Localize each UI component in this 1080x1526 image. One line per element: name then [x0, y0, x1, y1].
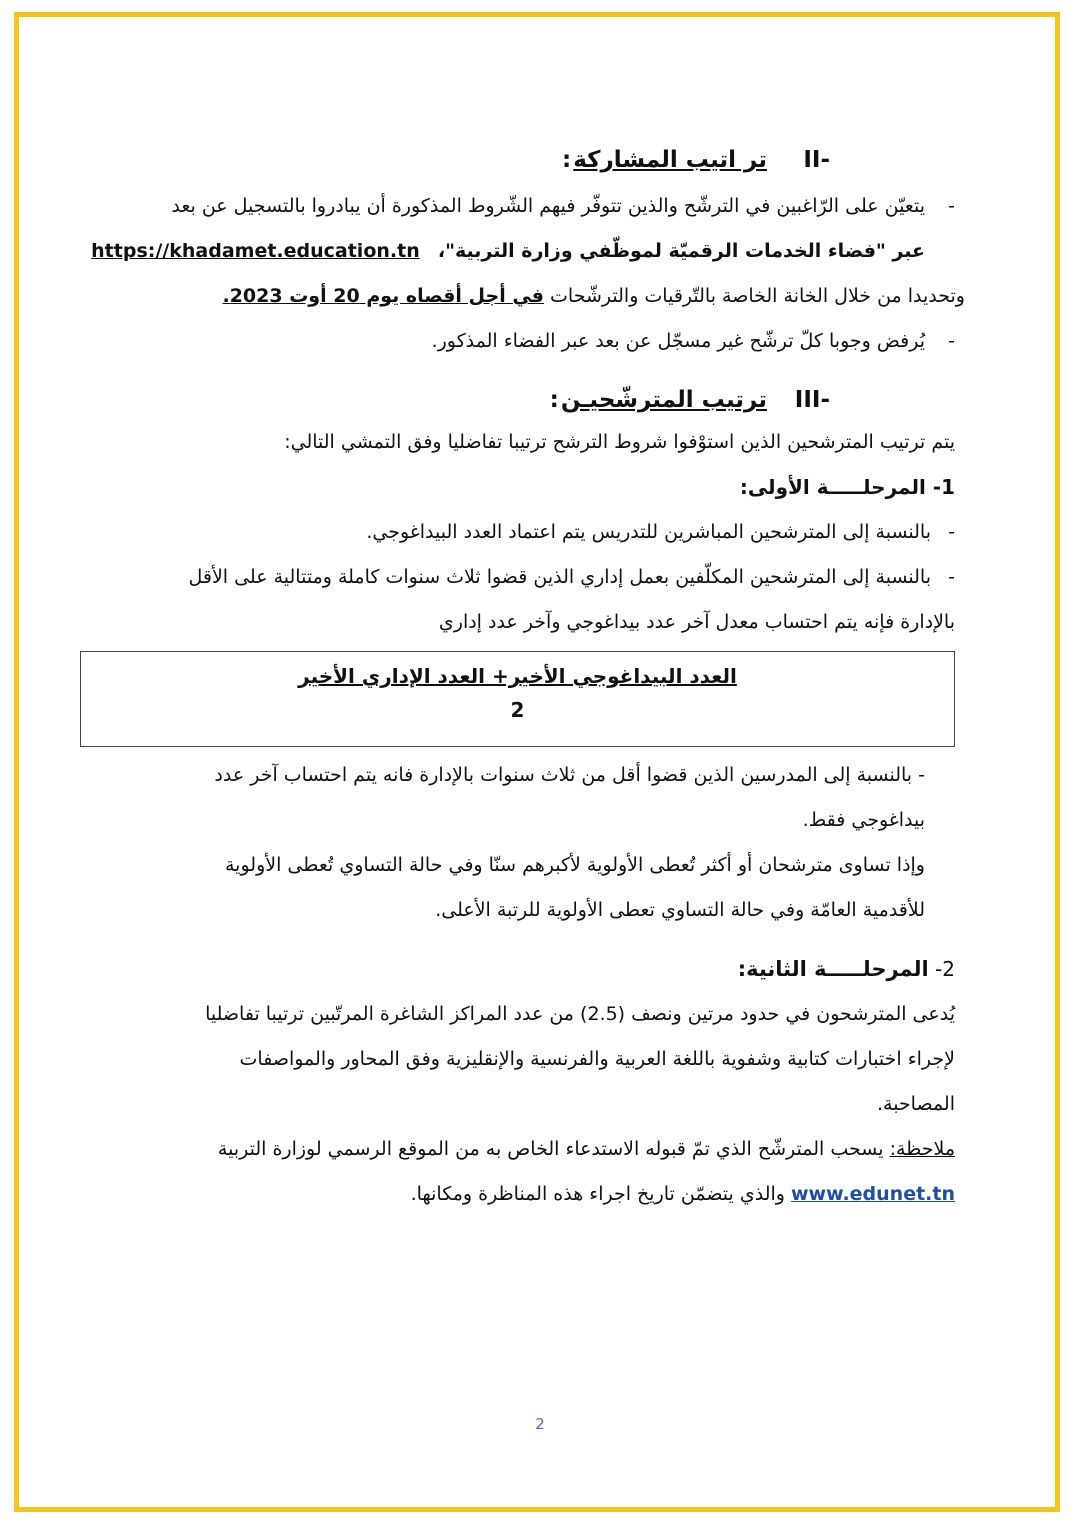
- bullet-1-line-1: يتعيّن على الرّاغبين في الترشّح والذين تتوفّر فيهم الشّروط المذكورة أن يبادروا بالتسجيل عن بعد: [171, 195, 925, 217]
- note-label: ملاحظة:: [889, 1138, 955, 1160]
- section-3-intro: يتم ترتيب المترشحين الذين استوْفوا شروط الترشح ترتيبا تفاضليا وفق التمشي التالي:: [284, 431, 955, 453]
- phase-1-bullet-3-line-2: بيداغوجي فقط.: [802, 809, 925, 831]
- section-3-colon: :: [549, 387, 559, 413]
- note-text: يسحب المترشّح الذي تمّ قبوله الاستدعاء الخاص به من الموقع الرسمي لوزارة التربية: [217, 1138, 884, 1160]
- page-number: 2: [535, 1415, 545, 1433]
- phase-1-bullet-3-line-1: - بالنسبة إلى المدرسين الذين قضوا أقل من ثلاث سنوات بالإدارة فانه يتم احتساب آخر عدد: [214, 764, 925, 786]
- phase-2-line-1: يُدعى المترشحون في حدود مرتين ونصف (2.5) من عدد المراكز الشاغرة المرتّبين ترتيبا تفاضليا: [205, 1003, 955, 1025]
- tie-rule-line-1: وإذا تساوى مترشحان أو أكثر تُعطى الأولوية لأكبرهم سنّا وفي حالة التساوي تُعطى الأولوية: [225, 854, 925, 876]
- note-line-1: [80, 1127, 955, 1172]
- phase-2-title: المرحلـــــة الثانية:: [737, 957, 929, 981]
- note-line-2-rest: والذي يتضمّن تاريخ اجراء هذه المناظرة ومكانها.: [410, 1183, 785, 1205]
- bullet-1-line-2: [80, 229, 925, 274]
- bullet-2-text: يُرفض وجوبا كلّ ترشّح غير مسجّل عن بعد عبر الفضاء المذكور.: [431, 330, 925, 352]
- section-3-heading: [80, 380, 830, 420]
- phase-2-number: 2-: [935, 957, 955, 981]
- section-2-colon: :: [562, 147, 572, 173]
- khadamet-link[interactable]: https://khadamet.education.tn: [91, 240, 420, 262]
- bullet-dash: -: [948, 566, 955, 588]
- phase-2-line-3: المصاحبة.: [876, 1093, 955, 1115]
- phase-2-heading: [80, 947, 955, 992]
- phase-1-bullet-2-line-1: بالنسبة إلى المترشحين المكلّفين بعمل إداري الذين قضوا ثلاث سنوات كاملة ومتتالية على الأقل: [188, 566, 931, 588]
- phase-1-bullet-2: [80, 555, 955, 600]
- bullet-1-line-3-prefix: وتحديدا من خلال الخانة الخاصة بالتّرقيات والترشّحات: [550, 285, 965, 307]
- section-3-number: -III: [794, 387, 830, 413]
- note-line-2: [80, 1172, 955, 1217]
- formula-denominator: 2: [510, 698, 525, 722]
- phase-2-line-2: لإجراء اختبارات كتابية وشفوية باللغة العربية والفرنسية والإنقليزية وفق المحاور والمواصفات: [239, 1048, 955, 1070]
- bullet-dash: -: [948, 330, 955, 352]
- bullet-dash: -: [948, 195, 955, 217]
- phase-1-title: 1- المرحلـــــة الأولى:: [739, 475, 955, 499]
- section-2-heading: [80, 140, 830, 180]
- edunet-link[interactable]: www.edunet.tn: [791, 1183, 955, 1205]
- bullet-1-line-2-prefix: عبر "فضاء الخدمات الرقميّة لموظّفي وزارة التربية"،: [437, 240, 925, 262]
- section-2-number: -II: [803, 147, 830, 173]
- section-3-title: ترتيب المترشّحيـن: [560, 387, 767, 413]
- section-2-title: تر اتيب المشاركة: [573, 147, 767, 173]
- phase-1-bullet-2-line-2: بالإدارة فإنه يتم احتساب معدل آخر عدد بيداغوجي وآخر عدد إداري: [438, 611, 955, 633]
- document-body: [80, 140, 965, 1217]
- formula-numerator: العدد البيداغوجي الأخير+ العدد الإداري الأخير: [298, 664, 737, 688]
- bullet-dash: -: [948, 521, 955, 543]
- phase-1-bullet-1: [80, 510, 955, 555]
- average-formula-box: [80, 651, 955, 747]
- tie-rule-line-2: للأقدمية العامّة وفي حالة التساوي تعطى الأولوية للرتبة الأعلى.: [435, 899, 925, 921]
- section-2-bullet-2: [80, 319, 955, 364]
- section-2-bullet-1: [80, 184, 955, 274]
- registration-deadline: في أجل أقصاه يوم 20 أوت 2023.: [222, 285, 544, 307]
- phase-1-bullet-1-text: بالنسبة إلى المترشحين المباشرين للتدريس يتم اعتماد العدد البيداغوجي.: [366, 521, 931, 543]
- bullet-1-line-3: [80, 274, 965, 319]
